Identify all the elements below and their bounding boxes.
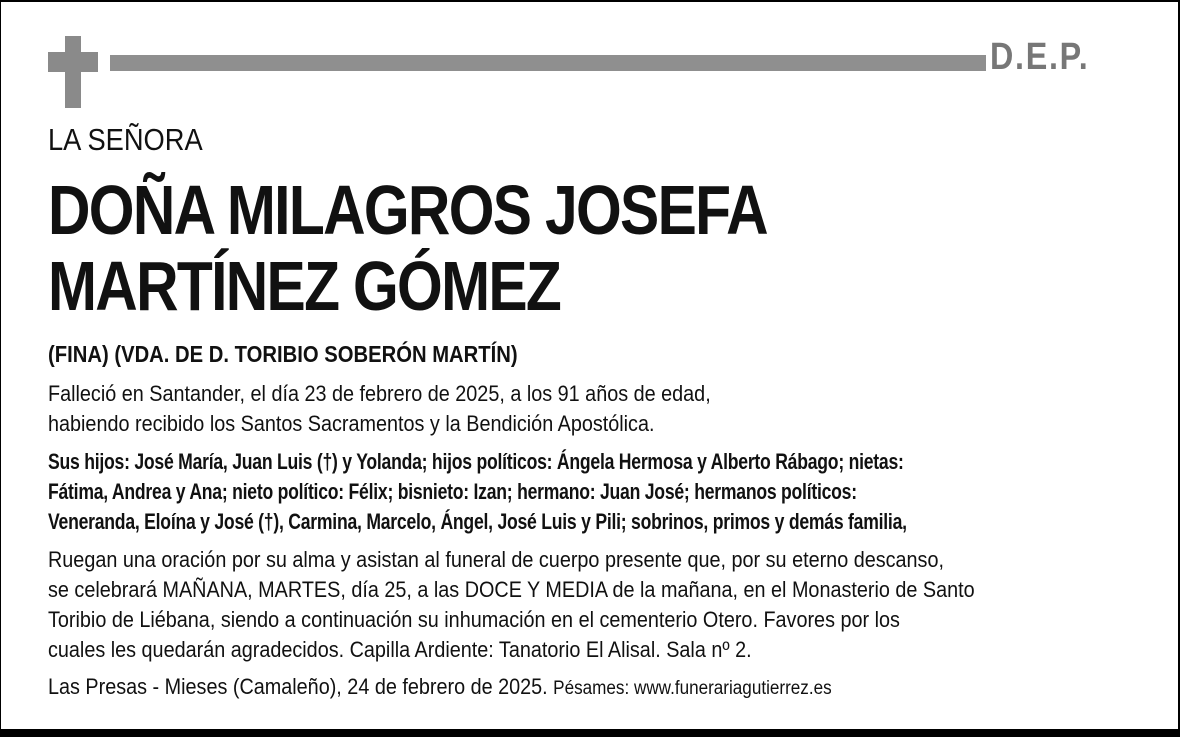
deceased-name-line-1: DOÑA MILAGROS JOSEFA (48, 171, 767, 249)
cross-icon-arm (48, 52, 98, 72)
dep-label: D.E.P. (990, 36, 1090, 78)
funeral-text: Toribio de Liébana, siendo a continuación su inhumación en el cementerio Otero. Favores por los (48, 607, 900, 632)
family-text: Veneranda, Eloína y José (†), Carmina, Marcelo, Ángel, José Luis y Pili; sobrinos, primos y demás familia, (48, 509, 907, 534)
condolences-link[interactable]: Pésames: www.funerariagutierrez.es (553, 678, 832, 699)
family-text: Fátima, Andrea y Ana; nieto político: Félix; bisnieto: Izan; hermano: Juan José; hermanos políticos: (48, 479, 857, 504)
intro-label: LA SEÑORA (48, 122, 203, 157)
subtitle: (FINA) (VDA. DE D. TORIBIO SOBERÓN MARTÍN) (48, 341, 518, 367)
death-text: habiendo recibido los Santos Sacramentos y la Bendición Apostólica. (48, 411, 655, 436)
funeral-text: se celebrará MAÑANA, MARTES, día 25, a las DOCE Y MEDIA de la mañana, en el Monasterio de Santo (48, 577, 975, 602)
deceased-name-line-2: MARTÍNEZ GÓMEZ (48, 247, 561, 325)
funeral-text: Ruegan una oración por su alma y asistan al funeral de cuerpo presente que, por su eterno descanso, (48, 547, 944, 572)
place-date: Las Presas - Mieses (Camaleño), 24 de febrero de 2025. (48, 674, 548, 699)
family-text: Sus hijos: José María, Juan Luis (†) y Yolanda; hijos políticos: Ángela Hermosa y Alberto Rábago; nietas: (48, 449, 904, 474)
death-text: Falleció en Santander, el día 23 de febrero de 2025, a los 91 años de edad, (48, 381, 711, 406)
footer-line (48, 674, 832, 700)
header-rule (110, 55, 986, 71)
cross-icon (65, 36, 81, 108)
funeral-text: cuales les quedarán agradecidos. Capilla Ardiente: Tanatorio El Alisal. Sala nº 2. (48, 637, 752, 662)
